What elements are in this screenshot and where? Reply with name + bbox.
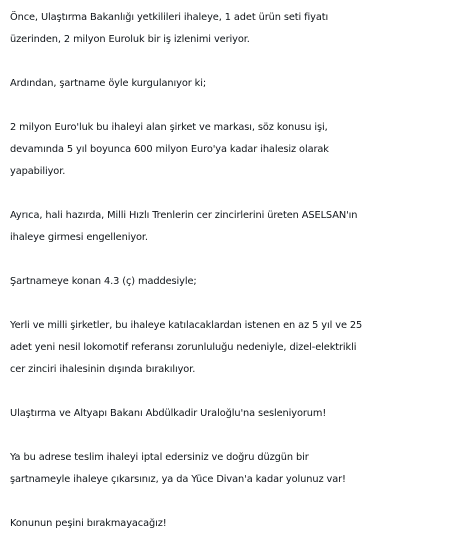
paragraph-4: [10, 205, 458, 249]
text-line: Ayrıca, hali hazırda, Milli Hızlı Trenlerin cer zincirlerini üreten ASELSAN'ın: [10, 210, 358, 221]
text-line: Şartnameye konan 4.3 (ç) maddesiyle;: [10, 276, 197, 287]
text-line: Ya bu adrese teslim ihaleyi iptal edersiniz ve doğru düzgün bir: [10, 452, 309, 463]
text-line: ihaleye girmesi engelleniyor.: [10, 232, 148, 243]
paragraph-6: [10, 315, 458, 381]
paragraph-2: [10, 73, 458, 95]
text-line: Yerli ve milli şirketler, bu ihaleye katılacaklardan istenen en az 5 yıl ve 25: [10, 320, 363, 331]
text-line: 2 milyon Euro'luk bu ihaleyi alan şirket ve markası, söz konusu işi,: [10, 122, 328, 133]
paragraph-5: [10, 271, 458, 293]
text-line: Ardından, şartname öyle kurgulanıyor ki;: [10, 78, 207, 89]
paragraph-9: [10, 513, 458, 535]
text-line: devamında 5 yıl boyunca 600 milyon Euro'ya kadar ihalesiz olarak: [10, 144, 329, 155]
text-line: Konunun peşini bırakmayacağız!: [10, 518, 167, 529]
paragraph-1: [10, 7, 458, 51]
paragraph-7: [10, 403, 458, 425]
paragraph-8: [10, 447, 458, 491]
text-line: şartnameyle ihaleye çıkarsınız, ya da Yüce Divan'a kadar yolunuz var!: [10, 474, 346, 485]
text-line: cer zinciri ihalesinin dışında bırakılıyor.: [10, 364, 196, 375]
text-line: yapabiliyor.: [10, 166, 66, 177]
text-line: Önce, Ulaştırma Bakanlığı yetkilileri ihaleye, 1 adet ürün seti fiyatı: [10, 12, 329, 23]
text-line: adet yeni nesil lokomotif referansı zorunluluğu nedeniyle, dizel-elektrikli: [10, 342, 357, 353]
text-line: Ulaştırma ve Altyapı Bakanı Abdülkadir Uraloğlu'na sesleniyorum!: [10, 408, 327, 419]
paragraph-3: [10, 117, 458, 183]
post-text: [10, 7, 458, 535]
text-line: üzerinden, 2 milyon Euroluk bir iş izlenimi veriyor.: [10, 34, 250, 45]
